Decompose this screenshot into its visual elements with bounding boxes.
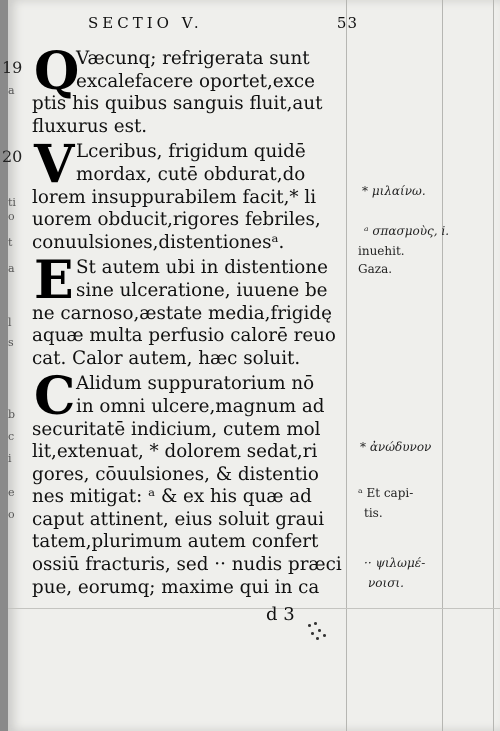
marginal-note: νοισι. <box>368 576 404 590</box>
text-line: ptis his quibus sanguis fluit,aut <box>32 93 323 115</box>
margin-fragment: a <box>8 84 15 97</box>
line-number-19: 19 <box>2 58 23 77</box>
marginal-note: Gaza. <box>358 262 393 276</box>
margin-fragment: ti <box>8 196 16 209</box>
marginal-note: ᵃ Et capi- <box>358 486 414 500</box>
bottom-rule <box>8 608 500 609</box>
text-line: lorem insuppurabilem facit,* li <box>32 186 317 208</box>
text-line: uorem obducit,rigores febriles, <box>32 209 321 231</box>
margin-fragment: t <box>8 236 13 249</box>
text-line: ne carnoso,æstate media,frigidę <box>32 302 332 324</box>
text-line: aquæ multa perfusio calorē reuo <box>32 325 336 347</box>
marginal-note: inuehit. <box>358 244 405 258</box>
text-line: mordax, cutē obdurat,do <box>76 163 306 185</box>
marginal-note: ᵃ σπασμοὺς, i. <box>364 224 450 238</box>
paragraph-aphorism-20 <box>32 134 354 254</box>
text-line: caput attinent, eius soluit graui <box>32 508 325 530</box>
margin-column-rule <box>442 0 443 731</box>
margin-fragment: c <box>8 430 15 443</box>
book-page <box>2 0 500 731</box>
margin-fragment: b <box>8 408 16 421</box>
section-title: SECTIO V. <box>88 14 203 32</box>
paragraph-aphorism-22 <box>32 366 354 599</box>
text-line: ossiū fracturis, sed ·· nudis præci <box>32 554 342 576</box>
ink-stain <box>306 620 332 642</box>
text-line: Alidum suppuratorium nō <box>76 373 315 395</box>
text-line: Lceribus, frigidum quidē <box>76 141 306 163</box>
margin-fragment: o <box>8 210 15 223</box>
text-line: securitatē indicium, cutem mol <box>32 418 321 440</box>
text-line: St autem ubi in distentione <box>76 257 328 279</box>
running-header <box>88 14 358 32</box>
line-number-20: 20 <box>2 147 23 166</box>
marginal-note: ·· ψιλωμέ- <box>364 556 426 570</box>
text-line: conuulsiones,distentionesᵃ. <box>32 231 285 253</box>
margin-fragment: i <box>8 452 12 465</box>
marginal-note: * ἀνώδυνον <box>360 440 432 454</box>
text-line: Væcunq; refrigerata sunt <box>76 48 310 69</box>
text-line: tatem,plurimum autem confert <box>32 531 319 553</box>
drop-capital: V <box>34 134 75 196</box>
margin-fragment: o <box>8 508 15 521</box>
margin-fragment: a <box>8 262 15 275</box>
margin-fragment: l <box>8 316 12 329</box>
outer-edge-rule <box>493 0 494 731</box>
text-line: in omni ulcere,magnum ad <box>76 395 325 417</box>
paragraph-aphorism-21 <box>32 250 354 370</box>
drop-capital: E <box>34 250 74 312</box>
paragraph-aphorism-19 <box>32 41 354 138</box>
marginal-note: tis. <box>364 506 383 520</box>
text-line: cat. Calor autem, hæc soluit. <box>32 347 301 369</box>
left-margin-gutter <box>2 0 32 731</box>
text-line: excalefacere oportet,exce <box>76 70 315 92</box>
drop-capital: C <box>34 366 76 428</box>
catchword-signature: d 3 <box>266 604 295 625</box>
text-line: pue, eorumq; maxime qui in ca <box>32 576 320 598</box>
marginal-note: * μιλαίνω. <box>362 184 426 198</box>
margin-fragment: e <box>8 486 15 499</box>
text-line: nes mitigat: ᵃ & ex his quæ ad <box>32 486 312 508</box>
margin-fragment: s <box>8 336 14 349</box>
text-line: gores, cōuulsiones, & distentio <box>32 463 319 485</box>
text-line: lit,extenuat, * dolorem sedat,ri <box>32 441 318 463</box>
text-line: fluxurus est. <box>32 115 148 137</box>
main-text-block <box>32 41 354 599</box>
drop-capital: Q <box>34 41 80 102</box>
page-number: 53 <box>336 14 358 32</box>
text-line: sine ulceratione, iuuene be <box>76 279 328 301</box>
